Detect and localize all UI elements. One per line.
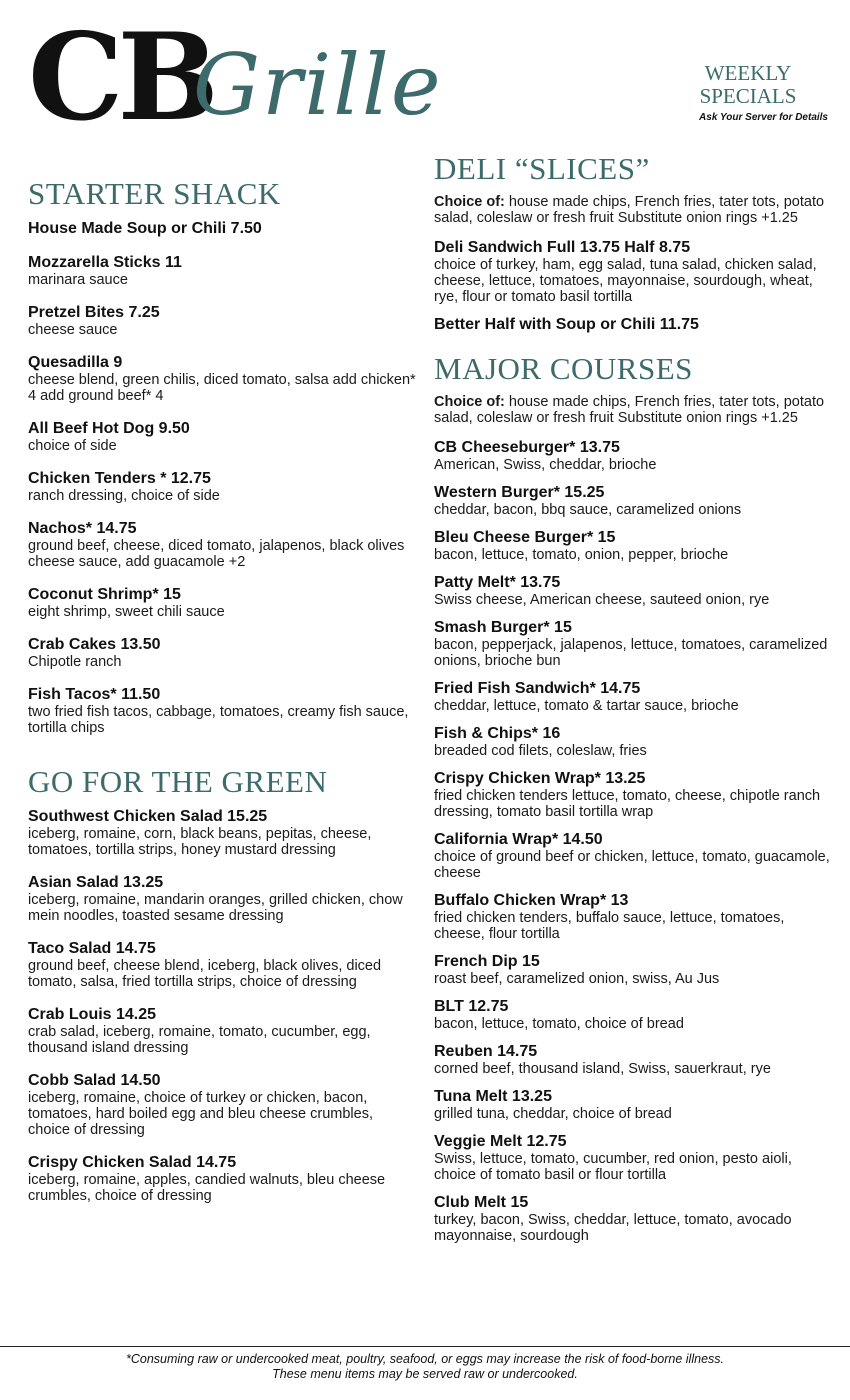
starter-items <box>28 219 418 736</box>
menu-item-name: Fish Tacos* 11.50 <box>28 686 161 703</box>
menu-item-name: CB Cheeseburger* 13.75 <box>434 439 620 456</box>
menu-item-description: fried chicken tenders, buffalo sauce, lettuce, tomatoes, cheese, flour tortilla <box>434 910 785 942</box>
menu-item-description: cheese blend, green chilis, diced tomato, salsa add chicken* 4 add ground beef* 4 <box>28 372 416 404</box>
menu-item-description: Swiss cheese, American cheese, sauteed onion, rye <box>434 592 770 608</box>
menu-item <box>434 618 834 669</box>
menu-item <box>434 679 834 714</box>
menu-item <box>28 1071 418 1138</box>
menu-item-description: roast beef, caramelized onion, swiss, Au Jus <box>434 971 720 987</box>
footer-disclaimer <box>0 1352 850 1382</box>
menu-item-name: California Wrap* 14.50 <box>434 831 603 848</box>
menu-item <box>28 519 418 570</box>
menu-item <box>28 1005 418 1056</box>
menu-item-name: Southwest Chicken Salad 15.25 <box>28 808 268 825</box>
deli-section-title: DELI “SLICES” <box>434 151 650 186</box>
logo-script: Grille <box>193 36 443 134</box>
menu-item <box>434 1193 834 1244</box>
menu-item <box>434 1087 834 1122</box>
major-section-title: MAJOR COURSES <box>434 351 693 386</box>
menu-item-name: BLT 12.75 <box>434 998 509 1015</box>
menu-item-description: iceberg, romaine, choice of turkey or chicken, bacon, tomatoes, hard boiled egg and bleu cheese crumbles, choice of dressing <box>28 1090 373 1138</box>
menu-item <box>28 873 418 924</box>
menu-item-description: choice of side <box>28 438 117 454</box>
menu-item-description: Chipotle ranch <box>28 654 122 670</box>
menu-item-name: Quesadilla 9 <box>28 354 123 371</box>
menu-item-description: grilled tuna, cheddar, choice of bread <box>434 1106 672 1122</box>
menu-item-name: Crab Louis 14.25 <box>28 1006 157 1023</box>
menu-item-name: French Dip 15 <box>434 953 540 970</box>
weekly-note: Ask Your Server for Details <box>699 112 828 123</box>
menu-item <box>434 769 834 820</box>
menu-item-name: Veggie Melt 12.75 <box>434 1133 567 1150</box>
menu-item-description: bacon, lettuce, tomato, onion, pepper, brioche <box>434 547 729 563</box>
menu-item <box>434 952 834 987</box>
restaurant-logo <box>28 7 478 148</box>
menu-item <box>28 939 418 990</box>
logo-monogram: CB <box>28 7 213 148</box>
green-items <box>28 807 418 1204</box>
menu-item <box>434 528 834 563</box>
menu-item-description: iceberg, romaine, corn, black beans, pepitas, cheese, tomatoes, tortilla strips, honey mustard dressing <box>28 826 372 858</box>
deli-items <box>434 238 834 334</box>
menu-item <box>434 238 834 305</box>
menu-item-name: Tuna Melt 13.25 <box>434 1088 552 1105</box>
menu-item-description: ground beef, cheese, diced tomato, jalapenos, black olives cheese sauce, add guacamole +2 <box>28 538 405 570</box>
menu-item <box>434 438 834 473</box>
menu-item-description: ranch dressing, choice of side <box>28 488 220 504</box>
green-section-title: GO FOR THE GREEN <box>28 764 328 799</box>
menu-item-name: House Made Soup or Chili 7.50 <box>28 220 262 237</box>
menu-item-name: Mozzarella Sticks 11 <box>28 254 182 271</box>
footer-divider <box>0 1346 850 1347</box>
menu-item <box>28 585 418 620</box>
menu-item <box>434 724 834 759</box>
menu-item <box>28 253 418 288</box>
menu-item-description: eight shrimp, sweet chili sauce <box>28 604 225 620</box>
menu-item-description: Swiss, lettuce, tomato, cucumber, red onion, pesto aioli, choice of tomato basil or flour tortilla <box>434 1151 792 1183</box>
menu-item-name: Western Burger* 15.25 <box>434 484 605 501</box>
menu-item-name: Crispy Chicken Wrap* 13.25 <box>434 770 646 787</box>
menu-item-name: Smash Burger* 15 <box>434 619 572 636</box>
menu-item <box>28 419 418 454</box>
starter-section-title: STARTER SHACK <box>28 176 281 211</box>
menu-item <box>434 315 834 334</box>
major-choice-text: house made chips, French fries, tater tots, potato salad, coleslaw or fresh fruit Substitute onion rings +1.25 <box>434 394 825 426</box>
menu-item <box>28 469 418 504</box>
menu-item-name: Club Melt 15 <box>434 1194 529 1211</box>
menu-item-description: bacon, lettuce, tomato, choice of bread <box>434 1016 684 1032</box>
menu-item-name: Crispy Chicken Salad 14.75 <box>28 1154 237 1171</box>
weekly-specials <box>668 62 828 123</box>
menu-item-description: cheddar, lettuce, tomato & tartar sauce, brioche <box>434 698 739 714</box>
menu-item <box>28 635 418 670</box>
menu-item <box>434 1132 834 1183</box>
major-choice-note <box>434 394 834 426</box>
menu-item-name: Reuben 14.75 <box>434 1043 538 1060</box>
menu-item-description: American, Swiss, cheddar, brioche <box>434 457 657 473</box>
menu-item <box>28 685 418 736</box>
major-items <box>434 438 834 1244</box>
menu-item <box>434 573 834 608</box>
menu-item-description: cheese sauce <box>28 322 118 338</box>
menu-item-description: ground beef, cheese blend, iceberg, black olives, diced tomato, salsa, fried tortilla strips, choice of dressing <box>28 958 382 990</box>
menu-item-description: cheddar, bacon, bbq sauce, caramelized onions <box>434 502 742 518</box>
menu-item <box>28 303 418 338</box>
menu-item-description: iceberg, romaine, apples, candied walnuts, bleu cheese crumbles, choice of dressing <box>28 1172 386 1204</box>
menu-item-name: Deli Sandwich Full 13.75 Half 8.75 <box>434 239 691 256</box>
menu-item-name: Fish & Chips* 16 <box>434 725 561 742</box>
menu-item <box>28 219 418 238</box>
menu-item-description: fried chicken tenders lettuce, tomato, cheese, chipotle ranch dressing, tomato basil tortilla wrap <box>434 788 821 820</box>
menu-item-name: Better Half with Soup or Chili 11.75 <box>434 316 699 333</box>
menu-item <box>28 1153 418 1204</box>
menu-item-description: turkey, bacon, Swiss, cheddar, lettuce, tomato, avocado mayonnaise, sourdough <box>434 1212 792 1244</box>
menu-item-name: Cobb Salad 14.50 <box>28 1072 161 1089</box>
menu-item <box>434 830 834 881</box>
menu-item-name: Pretzel Bites 7.25 <box>28 304 160 321</box>
menu-item-description: crab salad, iceberg, romaine, tomato, cucumber, egg, thousand island dressing <box>28 1024 371 1056</box>
menu-item-description: bacon, pepperjack, jalapenos, lettuce, tomatoes, caramelized onions, brioche bun <box>434 637 828 669</box>
menu-item-name: Bleu Cheese Burger* 15 <box>434 529 616 546</box>
menu-item-name: Coconut Shrimp* 15 <box>28 586 181 603</box>
menu-item <box>28 807 418 858</box>
menu-item <box>434 891 834 942</box>
menu-item-description: two fried fish tacos, cabbage, tomatoes, creamy fish sauce, tortilla chips <box>28 704 409 736</box>
menu-item-name: Buffalo Chicken Wrap* 13 <box>434 892 629 909</box>
menu-item-description: choice of ground beef or chicken, lettuce, tomato, guacamole, cheese <box>434 849 830 881</box>
left-column <box>28 175 418 1219</box>
menu-item-description: corned beef, thousand island, Swiss, sauerkraut, rye <box>434 1061 771 1077</box>
menu-item-name: Fried Fish Sandwich* 14.75 <box>434 680 641 697</box>
menu-item-description: choice of turkey, ham, egg salad, tuna salad, chicken salad, cheese, lettuce, tomatoes, mayonnaise, sourdough, wheat, rye, flour or tomato basil tortilla <box>434 257 817 305</box>
weekly-title-line1: WEEKLY <box>704 61 792 85</box>
menu-item-name: Taco Salad 14.75 <box>28 940 156 957</box>
major-choice-label: Choice of: <box>434 394 505 410</box>
menu-item-name: Asian Salad 13.25 <box>28 874 164 891</box>
weekly-title-line2: SPECIALS <box>699 84 797 108</box>
menu-item-name: Nachos* 14.75 <box>28 520 137 537</box>
menu-item <box>28 353 418 404</box>
menu-item <box>434 483 834 518</box>
menu-item-name: Chicken Tenders * 12.75 <box>28 470 211 487</box>
menu-item-description: breaded cod filets, coleslaw, fries <box>434 743 647 759</box>
right-column <box>434 150 834 1254</box>
footer-line1: *Consuming raw or undercooked meat, poultry, seafood, or eggs may increase the risk of food-borne illness. <box>126 1352 724 1366</box>
deli-choice-text: house made chips, French fries, tater tots, potato salad, coleslaw or fresh fruit Substitute onion rings +1.25 <box>434 194 825 226</box>
footer-line2: These menu items may be served raw or undercooked. <box>272 1367 578 1381</box>
menu-item <box>434 997 834 1032</box>
menu-item-name: Patty Melt* 13.75 <box>434 574 561 591</box>
menu-item-name: All Beef Hot Dog 9.50 <box>28 420 190 437</box>
menu-item <box>434 1042 834 1077</box>
menu-item-name: Crab Cakes 13.50 <box>28 636 161 653</box>
deli-choice-note <box>434 194 834 226</box>
menu-item-description: iceberg, romaine, mandarin oranges, grilled chicken, chow mein noodles, toasted sesame dressing <box>28 892 403 924</box>
deli-choice-label: Choice of: <box>434 194 505 210</box>
menu-item-description: marinara sauce <box>28 272 128 288</box>
